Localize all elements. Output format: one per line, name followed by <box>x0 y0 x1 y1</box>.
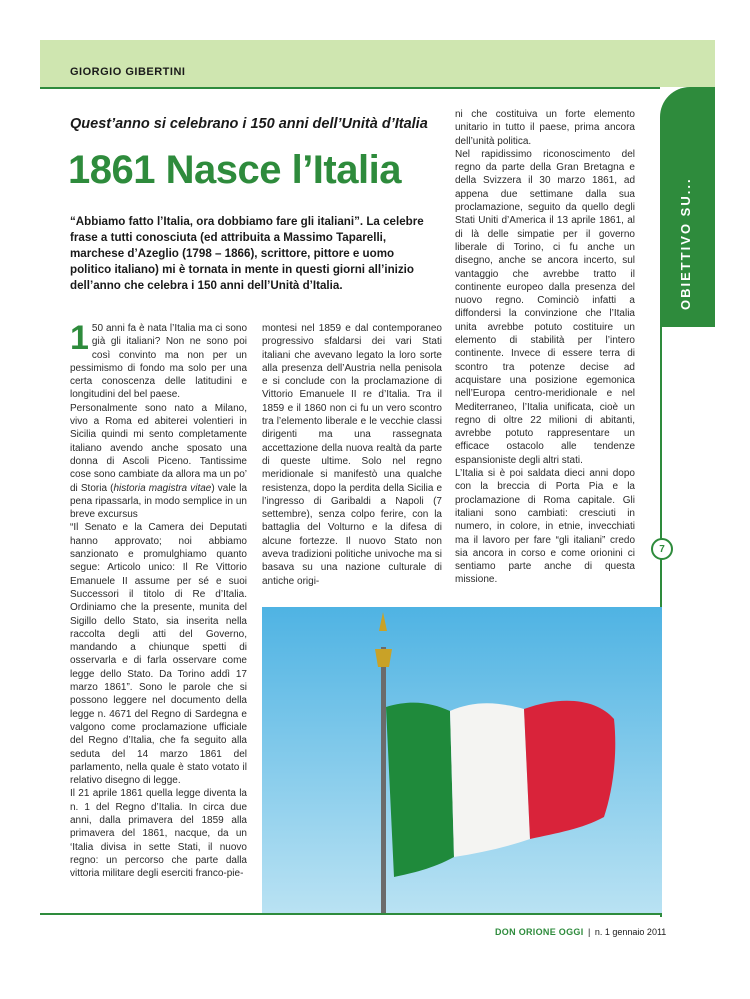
text-column-1 <box>70 319 247 880</box>
paragraph <box>70 319 247 402</box>
article-kicker: Quest’anno si celebrano i 150 anni dell’Unità d’Italia <box>70 116 428 132</box>
article-lead: “Abbiamo fatto l’Italia, ora dobbiamo fare gli italiani”. La celebre frase a tutti conosciuta (ed attribuita a Massimo Taparelli, marchese d’Azeglio (1798 – 1866), scrittore, pittore e uomo politico italiano) mi è tornata in mente in questi giorni all’inizio dell’anno che celebra i 150 anni dell’Unità d’Italia. <box>70 215 424 292</box>
paragraph: Il 21 aprile 1861 quella legge diventa la n. 1 del Regno d’Italia. In circa due anni, dalla primavera del 1859 alla primavera del 1861, nacque, da un ‘Italia divisa in sette Stati, il nuovo regno: un percorso che parte dalla vittoria militare degli eserciti franco-pie- <box>70 788 247 880</box>
flag-white-band <box>450 703 530 857</box>
drop-cap: 1 <box>70 319 89 357</box>
footer-divider <box>40 913 662 915</box>
paragraph-text: ) vale la pena ripassarla, in modo semplice in un breve excursus <box>70 482 247 521</box>
section-tab-label: OBIETTIVO SU... <box>678 177 693 310</box>
flag-red-band <box>524 701 615 839</box>
page-number: 7 <box>651 538 673 560</box>
paragraph: montesi nel 1859 e dal contemporaneo progressivo sfaldarsi dei vari Stati italiani che avevano legato la loro sorte alla presenza dell’Austria nella penisola e si conclude con la proclamazione di Vittorio Emanuele II re d’Italia. Tra il 1859 e il 1860 non ci fu un vero scontro tra l’elemento liberale e le vecchie classi dirigenti ma una rassegnata accettazione della nuova realtà da parte di queste ultime. Solo nel regno meridionale si manifestò una qualche resistenza, dopo la perdita della Sicilia e l’ingresso di Garibaldi a Napoli (7 settembre), senza colpo ferire, con la battaglia del Volturno e la difesa di alcune fortezze. Il nuovo Stato non aveva tradizioni politiche univoche ma si basava su una nazione culturale di antiche origi- <box>262 323 442 587</box>
magazine-name: DON ORIONE OGGI <box>495 927 584 937</box>
paragraph-text: 50 anni fa è nata l’Italia ma ci sono già gli italiani? Non ne sono poi così convinto ma non per un pessimismo di fondo ma solo per una certa conoscenza delle latitudini e longitudini del bel paese. <box>70 323 247 401</box>
paragraph <box>70 402 247 522</box>
author-name: GIORGIO GIBERTINI <box>70 66 186 78</box>
italian-flag-photo <box>262 607 662 913</box>
latin-phrase: historia magistra vitae <box>113 482 212 494</box>
paragraph: Nel rapidissimo riconoscimento del regno da parte della Gran Bretagna e della Svizzera il 30 marzo 1861, ad appena due settimane dalla sua proclamazione, seguito da quello degli Stati Uniti d’America il 13 aprile 1861, al di là delle simpatie per il governo liberale di Torino, ci fu anche un disegno, anche se ancora incerto, sul vantaggio che avrebbe tratto il continente europeo dalla presenza del nuovo regno. Cominciò infatti a diffondersi la convinzione che l’Italia unita avrebbe potuto costituire un elemento di stabilità per l’intero continente. Invece di essere terra di scontro tra potenze decise ad acquistare una posizione egemonica nell’Europa centro-meridionale e nel Mediterraneo, l’Italia unificata, cioè un regno di oltre 22 milioni di abitanti, avrebbe potuto rappresentare un efficace ostacolo alle tendenze espansioniste degli altri stati. <box>455 148 635 466</box>
text-column-3 <box>455 108 635 587</box>
issue-info: n. 1 gennaio 2011 <box>594 927 667 937</box>
paragraph: L’Italia si è poi saldata dieci anni dopo con la breccia di Porta Pia e la proclamazione di Roma capitale. Gli italiani sono cambiati: cresciuti in numero, in colore, in etnie, invecchiati ma il lavoro per fare “gli italiani” credo sia ancora in corso e come orionini ci sentiamo parte anche di questa missione. <box>455 468 635 586</box>
header-band <box>40 40 715 87</box>
paragraph-text: Personalmente sono nato a Milano, vivo a Roma ed abiterei volentieri in Sicilia quindi mi sento completamente italiano avendo anche sposato una donna di Ascoli Piceno. Tantissime cose sono cambiate da allora ma un po’ di Storia ( <box>70 402 247 494</box>
article-title: 1861 Nasce l’Italia <box>68 148 401 192</box>
footer-separator: | <box>588 927 591 937</box>
footer <box>495 927 666 937</box>
paragraph: ni che costituiva un forte elemento unitario in tutto il paese, prima ancora dell’unità politica. <box>455 109 635 147</box>
paragraph: “Il Senato e la Camera dei Deputati hanno approvato; noi abbiamo sanzionato e promulghiamo quanto segue: Articolo unico: Il Re Vittorio Emanuele II assume per sé e suoi Successori il titolo di Re d’Italia. Ordiniamo che la presente, munita del Sigillo dello Stato, sia inserita nella raccolta degli atti del Governo, mandando a chiunque spetti di osservarla e di farla osservare come legge dello Stato. Da Torino addì 17 marzo 1861”. Sono le parole che si possono leggere nel documento della legge n. 4671 del Regno di Sardegna e valgono come proclamazione ufficiale del Regno d’Italia, che fa seguito alla seduta del 14 marzo 1861 del parlamento, nella quale è stato votato il relativo disegno di legge. <box>70 522 247 787</box>
header-divider <box>40 87 660 89</box>
flag-green-band <box>386 703 454 877</box>
flag-pole <box>381 647 386 913</box>
flag-illustration <box>262 607 662 913</box>
text-column-2 <box>262 322 442 588</box>
